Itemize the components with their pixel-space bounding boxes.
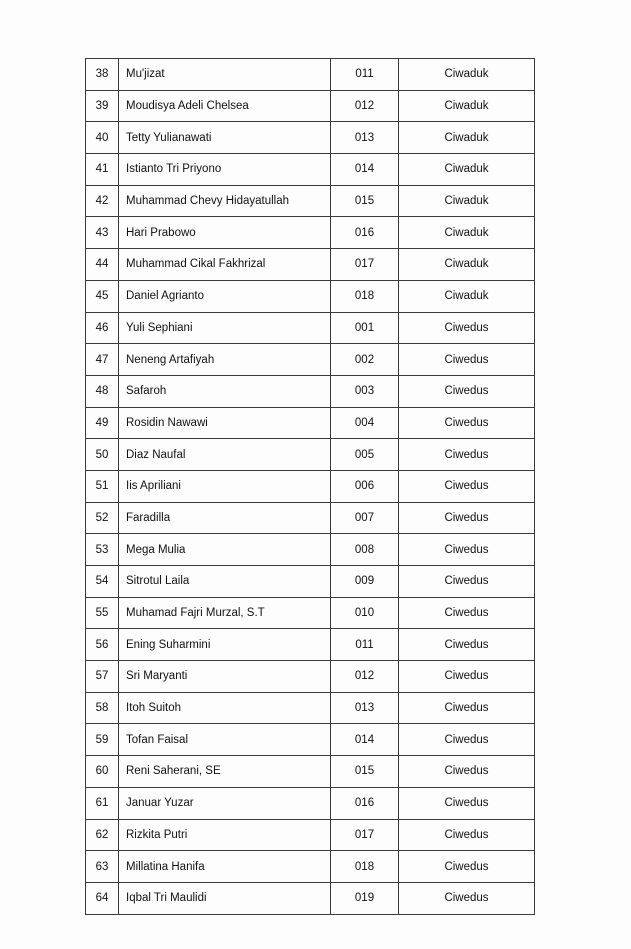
name-cell: Rosidin Nawawi: [119, 407, 331, 439]
table-row: [86, 534, 535, 566]
name-cell: Faradilla: [119, 502, 331, 534]
table-row: [86, 629, 535, 661]
row-number-cell: 60: [86, 756, 119, 788]
row-number-cell: 49: [86, 407, 119, 439]
name-cell: Tofan Faisal: [119, 724, 331, 756]
area-cell: Ciwaduk: [399, 59, 535, 91]
member-table: [85, 58, 535, 915]
area-cell: Ciwedus: [399, 407, 535, 439]
row-number-cell: 53: [86, 534, 119, 566]
name-cell: Muhamad Fajri Murzal, S.T: [119, 597, 331, 629]
area-cell: Ciwaduk: [399, 122, 535, 154]
row-number-cell: 45: [86, 280, 119, 312]
row-number-cell: 46: [86, 312, 119, 344]
row-number-cell: 54: [86, 566, 119, 598]
name-cell: Millatina Hanifa: [119, 851, 331, 883]
area-cell: Ciwaduk: [399, 154, 535, 186]
area-cell: Ciwaduk: [399, 280, 535, 312]
area-cell: Ciwedus: [399, 312, 535, 344]
table-row: [86, 882, 535, 914]
table-row: [86, 154, 535, 186]
area-cell: Ciwedus: [399, 787, 535, 819]
code-cell: 016: [331, 787, 399, 819]
code-cell: 014: [331, 724, 399, 756]
name-cell: Sri Maryanti: [119, 661, 331, 693]
name-cell: Yuli Sephiani: [119, 312, 331, 344]
area-cell: Ciwedus: [399, 851, 535, 883]
row-number-cell: 59: [86, 724, 119, 756]
row-number-cell: 58: [86, 692, 119, 724]
row-number-cell: 44: [86, 249, 119, 281]
area-cell: Ciwedus: [399, 470, 535, 502]
code-cell: 009: [331, 566, 399, 598]
row-number-cell: 50: [86, 439, 119, 471]
name-cell: Januar Yuzar: [119, 787, 331, 819]
name-cell: Moudisya Adeli Chelsea: [119, 90, 331, 122]
table-row: [86, 597, 535, 629]
row-number-cell: 64: [86, 882, 119, 914]
name-cell: Iqbal Tri Maulidi: [119, 882, 331, 914]
name-cell: Diaz Naufal: [119, 439, 331, 471]
area-cell: Ciwedus: [399, 502, 535, 534]
table-row: [86, 90, 535, 122]
code-cell: 002: [331, 344, 399, 376]
name-cell: Daniel Agrianto: [119, 280, 331, 312]
name-cell: Rizkita Putri: [119, 819, 331, 851]
code-cell: 003: [331, 375, 399, 407]
code-cell: 019: [331, 882, 399, 914]
code-cell: 008: [331, 534, 399, 566]
code-cell: 011: [331, 629, 399, 661]
code-cell: 011: [331, 59, 399, 91]
table-row: [86, 692, 535, 724]
code-cell: 005: [331, 439, 399, 471]
member-table-container: [85, 58, 534, 915]
code-cell: 018: [331, 280, 399, 312]
table-row: [86, 756, 535, 788]
row-number-cell: 42: [86, 185, 119, 217]
code-cell: 010: [331, 597, 399, 629]
area-cell: Ciwedus: [399, 534, 535, 566]
table-row: [86, 502, 535, 534]
row-number-cell: 47: [86, 344, 119, 376]
area-cell: Ciwedus: [399, 819, 535, 851]
code-cell: 012: [331, 661, 399, 693]
row-number-cell: 62: [86, 819, 119, 851]
table-row: [86, 724, 535, 756]
row-number-cell: 63: [86, 851, 119, 883]
name-cell: Iis Apriliani: [119, 470, 331, 502]
row-number-cell: 56: [86, 629, 119, 661]
area-cell: Ciwaduk: [399, 249, 535, 281]
table-row: [86, 249, 535, 281]
code-cell: 013: [331, 122, 399, 154]
area-cell: Ciwedus: [399, 756, 535, 788]
code-cell: 007: [331, 502, 399, 534]
name-cell: Sitrotul Laila: [119, 566, 331, 598]
name-cell: Mu'jizat: [119, 59, 331, 91]
name-cell: Safaroh: [119, 375, 331, 407]
table-row: [86, 819, 535, 851]
row-number-cell: 51: [86, 470, 119, 502]
code-cell: 006: [331, 470, 399, 502]
name-cell: Hari Prabowo: [119, 217, 331, 249]
area-cell: Ciwedus: [399, 882, 535, 914]
area-cell: Ciwedus: [399, 661, 535, 693]
table-row: [86, 851, 535, 883]
code-cell: 012: [331, 90, 399, 122]
row-number-cell: 48: [86, 375, 119, 407]
area-cell: Ciwaduk: [399, 90, 535, 122]
code-cell: 018: [331, 851, 399, 883]
name-cell: Muhammad Cikal Fakhrizal: [119, 249, 331, 281]
table-row: [86, 661, 535, 693]
name-cell: Ening Suharmini: [119, 629, 331, 661]
area-cell: Ciwedus: [399, 375, 535, 407]
area-cell: Ciwaduk: [399, 185, 535, 217]
code-cell: 001: [331, 312, 399, 344]
area-cell: Ciwaduk: [399, 217, 535, 249]
area-cell: Ciwedus: [399, 692, 535, 724]
name-cell: Neneng Artafiyah: [119, 344, 331, 376]
code-cell: 017: [331, 819, 399, 851]
row-number-cell: 38: [86, 59, 119, 91]
code-cell: 013: [331, 692, 399, 724]
name-cell: Tetty Yulianawati: [119, 122, 331, 154]
code-cell: 015: [331, 756, 399, 788]
table-row: [86, 566, 535, 598]
row-number-cell: 39: [86, 90, 119, 122]
table-row: [86, 470, 535, 502]
name-cell: Istianto Tri Priyono: [119, 154, 331, 186]
row-number-cell: 61: [86, 787, 119, 819]
row-number-cell: 55: [86, 597, 119, 629]
row-number-cell: 41: [86, 154, 119, 186]
table-row: [86, 280, 535, 312]
name-cell: Reni Saherani, SE: [119, 756, 331, 788]
name-cell: Mega Mulia: [119, 534, 331, 566]
table-row: [86, 217, 535, 249]
area-cell: Ciwedus: [399, 566, 535, 598]
row-number-cell: 40: [86, 122, 119, 154]
table-row: [86, 344, 535, 376]
table-row: [86, 439, 535, 471]
code-cell: 015: [331, 185, 399, 217]
code-cell: 014: [331, 154, 399, 186]
table-row: [86, 185, 535, 217]
row-number-cell: 57: [86, 661, 119, 693]
table-row: [86, 787, 535, 819]
area-cell: Ciwedus: [399, 344, 535, 376]
member-table-body: [86, 59, 535, 915]
row-number-cell: 43: [86, 217, 119, 249]
area-cell: Ciwedus: [399, 724, 535, 756]
code-cell: 017: [331, 249, 399, 281]
area-cell: Ciwedus: [399, 439, 535, 471]
table-row: [86, 407, 535, 439]
table-row: [86, 375, 535, 407]
code-cell: 016: [331, 217, 399, 249]
name-cell: Itoh Suitoh: [119, 692, 331, 724]
area-cell: Ciwedus: [399, 629, 535, 661]
code-cell: 004: [331, 407, 399, 439]
table-row: [86, 312, 535, 344]
table-row: [86, 122, 535, 154]
name-cell: Muhammad Chevy Hidayatullah: [119, 185, 331, 217]
area-cell: Ciwedus: [399, 597, 535, 629]
row-number-cell: 52: [86, 502, 119, 534]
table-row: [86, 59, 535, 91]
